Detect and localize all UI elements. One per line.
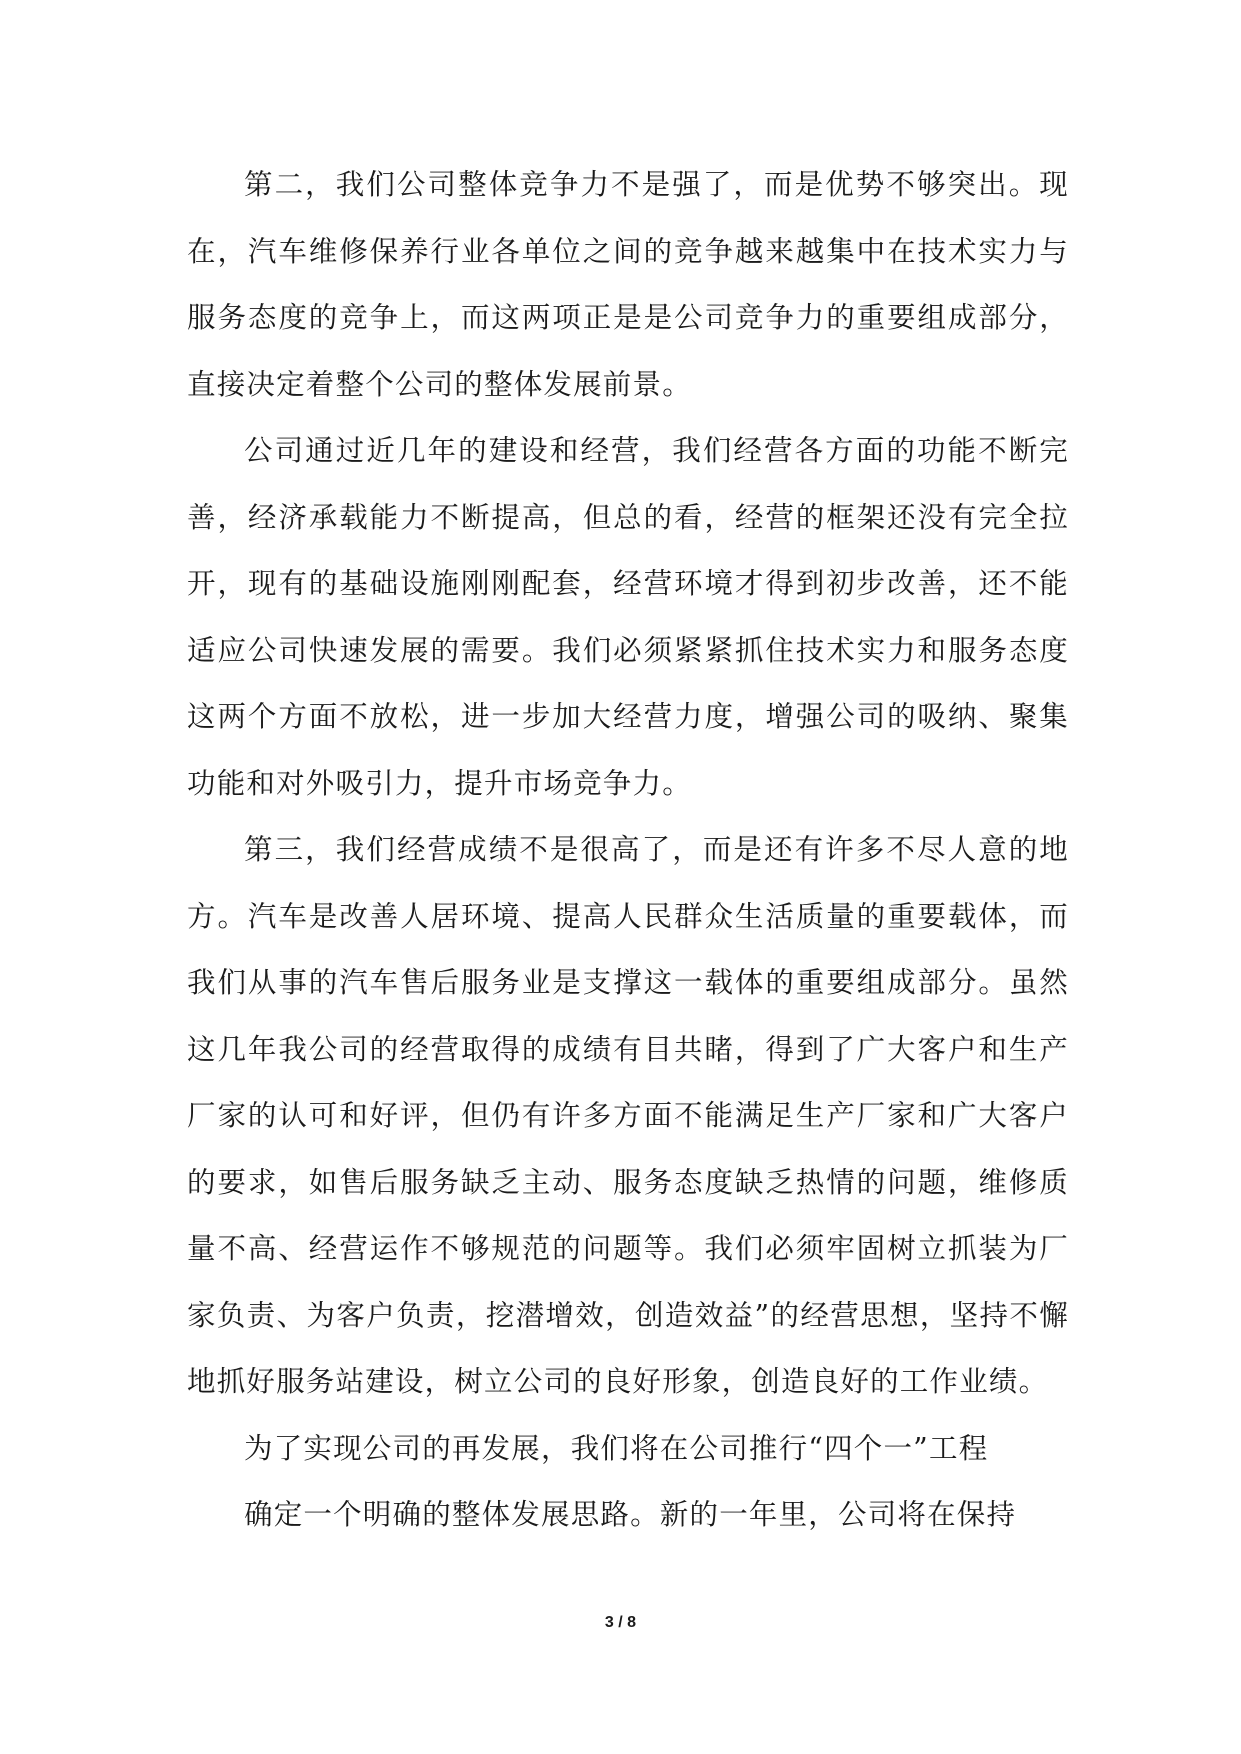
document-body: [187, 152, 1069, 1549]
paragraph-development-idea: 确定一个明确的整体发展思路。新的一年里，公司将在保持: [244, 1498, 1017, 1531]
paragraph-third-point: 第三，我们经营成绩不是很高了，而是还有许多不尽人意的地方。汽车是改善人居环境、提高人民群众生活质量的重要载体，而我们从事的汽车售后服务业是支撑这一载体的重要组成部分。虽然这几年我公司的经营取得的成绩有目共睹，得到了广大客户和生产厂家的认可和好评，但仍有许多方面不能满足生产厂家和广大客户的要求，如售后服务缺乏主动、服务态度缺乏热情的问题，维修质量不高、经营运作不够规范的问题等。我们必须牢固树立抓装为厂家负责、为客户负责，挖潜增效，创造效益”的经营思想，坚持不懈地抓好服务站建设，树立公司的良好形象，创造良好的工作业绩。: [187, 833, 1069, 1398]
paragraph-second-point: 第二，我们公司整体竞争力不是强了，而是优势不够突出。现在，汽车维修保养行业各单位之间的竞争越来越集中在技术实力与服务态度的竞争上，而这两项正是是公司竞争力的重要组成部分，直接决定着整个公司的整体发展前景。: [187, 168, 1069, 401]
paragraph-four-ones-project: 为了实现公司的再发展，我们将在公司推行“四个一”工程: [244, 1431, 989, 1465]
paragraph-company-construction: 公司通过近几年的建设和经营，我们经营各方面的功能不断完善，经济承载能力不断提高，但总的看，经营的框架还没有完全拉开，现有的基础设施刚刚配套，经营环境才得到初步改善，还不能适应公司快速发展的需要。我们必须紧紧抓住技术实力和服务态度这两个方面不放松，进一步加大经营力度，增强公司的吸纳、聚集功能和对外吸引力，提升市场竞争力。: [187, 434, 1069, 800]
page-number: 3 / 8: [604, 1614, 637, 1631]
